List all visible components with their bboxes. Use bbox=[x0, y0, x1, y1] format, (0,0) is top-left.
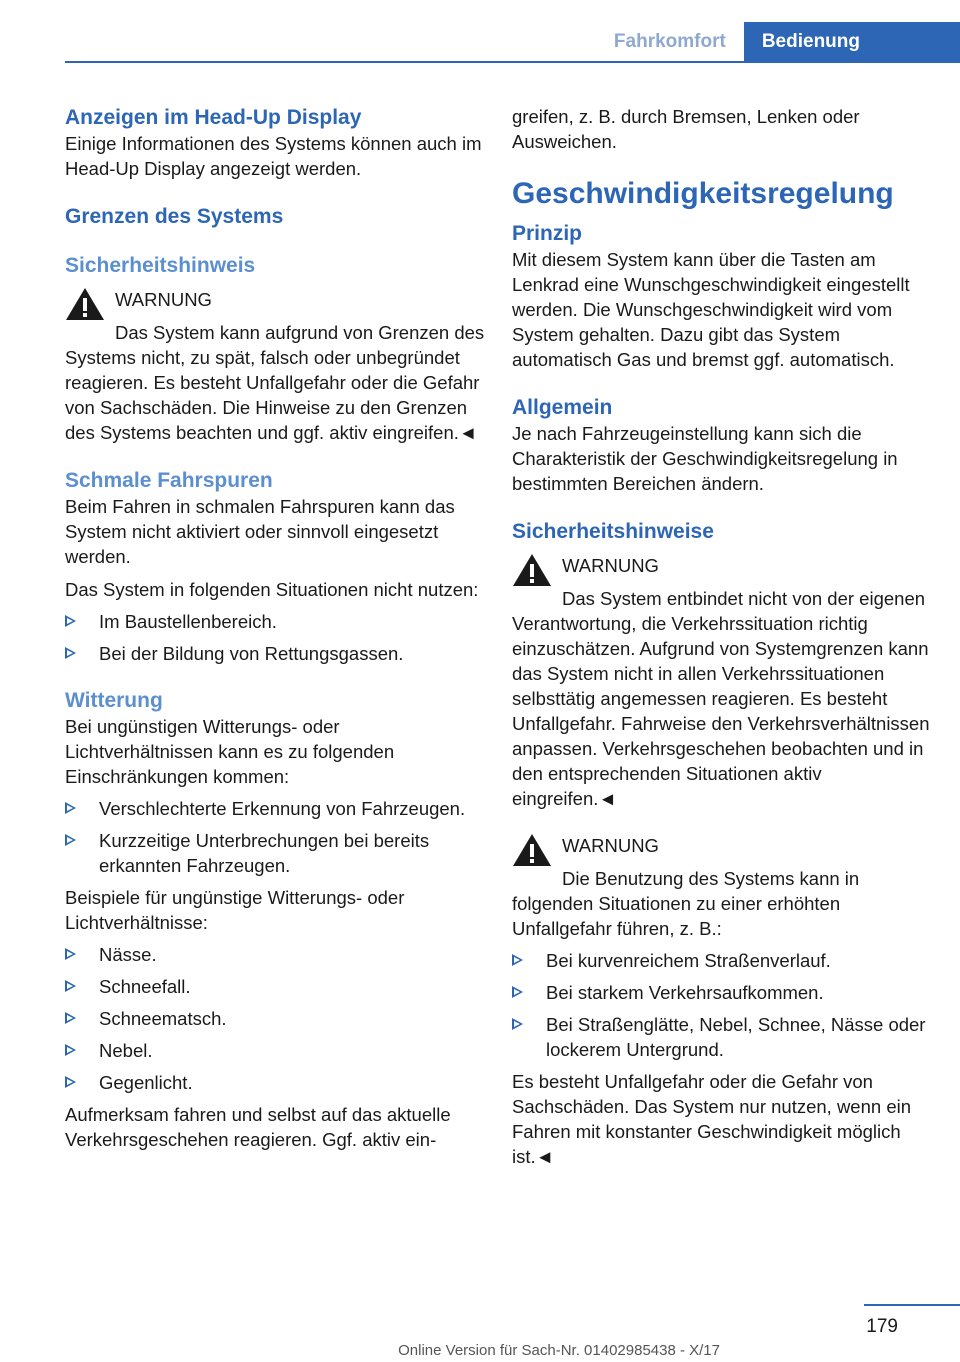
tab-bedienung[interactable]: Bedienung bbox=[744, 22, 960, 62]
heading-prinzip: Prinzip bbox=[512, 222, 583, 245]
chapter-tabs bbox=[596, 22, 960, 62]
paragraph: Je nach Fahrzeugeinstellung kann sich die Charakteristik der Geschwindigkeitsregelung in bestimmten Bereichen ändern. bbox=[512, 423, 898, 494]
list-item: Im Baustellenbereich. bbox=[65, 609, 485, 634]
triangle-bullet-icon bbox=[512, 954, 523, 966]
paragraph: Es besteht Unfallgefahr oder die Gefahr von Sachschäden. Das System nur nutzen, wenn ein Fahren mit konstanter Geschwindigkeit möglich ist.◄ bbox=[512, 1071, 912, 1167]
paragraph: Aufmerksam fahren und selbst auf das aktuelle Verkehrsgeschehen reagieren. Ggf. aktiv ein- bbox=[65, 1104, 451, 1150]
bullet-list bbox=[512, 948, 930, 1062]
list-item: Gegenlicht. bbox=[65, 1070, 485, 1095]
triangle-bullet-icon bbox=[65, 1012, 76, 1024]
warning-label: WARNUNG bbox=[562, 555, 659, 576]
footer-rule bbox=[864, 1304, 960, 1306]
triangle-bullet-icon bbox=[65, 980, 76, 992]
triangle-bullet-icon bbox=[65, 834, 76, 846]
warning-text: Das System entbindet nicht von der eigenen Verantwortung, die Verkehrssituation richtig einzuschätzen. Aufgrund von Systemgrenzen kann das System nicht in allen Verkehrssituationen selbsttätig angemessen reagieren. Es besteht Unfallgefahr. Fahrweise den Verkehrsverhältnissen anpassen. Verkehrsgeschehen beobachten und in den entsprechenden Situationen aktiv eingreifen.◄ bbox=[512, 588, 930, 809]
list-item: Bei starkem Verkehrsaufkommen. bbox=[512, 980, 930, 1005]
list-item: Schneematsch. bbox=[65, 1006, 485, 1031]
bullet-list bbox=[65, 796, 485, 878]
paragraph: Beispiele für ungünstige Witterungs- oder Lichtverhältnisse: bbox=[65, 887, 405, 933]
warning-triangle-icon bbox=[65, 287, 105, 321]
paragraph: Das System in folgenden Situationen nicht nutzen: bbox=[65, 579, 479, 600]
warning-text: Das System kann aufgrund von Grenzen des Systems nicht, zu spät, falsch oder unbegründet reagieren. Es besteht Unfallgefahr oder die Gefahr von Sachschäden. Die Hinweise zu den Grenzen des Systems beachten und ggf. aktiv eingreifen.◄ bbox=[65, 322, 485, 443]
warning-label: WARNUNG bbox=[562, 835, 659, 856]
page-number: 179 bbox=[866, 1316, 898, 1337]
heading-geschwindigkeitsregelung: Geschwindigkeitsregelung bbox=[512, 177, 894, 210]
list-item: Kurzzeitige Unterbrechungen bei bereits erkannten Fahrzeugen. bbox=[65, 828, 485, 878]
warning-block bbox=[512, 553, 930, 811]
list-item: Bei Straßenglätte, Nebel, Schnee, Nässe oder lockerem Untergrund. bbox=[512, 1012, 930, 1062]
paragraph: Mit diesem System kann über die Tasten am Lenkrad eine Wunschgeschwindigkeit eingestellt werden. Die Wunschgeschwindigkeit wird vom System gehalten. Dazu gibt das System automatisch Gas und bremst ggf. automatisch. bbox=[512, 249, 910, 370]
warning-text: Die Benutzung des Systems kann in folgenden Situationen zu einer erhöhten Unfallgefahr führen, z. B.: bbox=[512, 868, 860, 939]
triangle-bullet-icon bbox=[512, 986, 523, 998]
warning-block bbox=[65, 287, 485, 445]
paragraph: Bei ungünstigen Witterungs- oder Lichtverhältnissen kann es zu folgenden Einschränkungen kommen: bbox=[65, 716, 395, 787]
paragraph: Beim Fahren in schmalen Fahrspuren kann das System nicht aktiviert oder sinnvoll eingesetzt werden. bbox=[65, 496, 455, 567]
heading-witterung: Witterung bbox=[65, 689, 163, 712]
triangle-bullet-icon bbox=[65, 615, 76, 627]
left-column bbox=[65, 104, 485, 1152]
list-item: Schneefall. bbox=[65, 974, 485, 999]
warning-label: WARNUNG bbox=[115, 289, 212, 310]
list-item: Nässe. bbox=[65, 942, 485, 967]
heading-grenzen: Grenzen des Systems bbox=[65, 205, 284, 228]
warning-block bbox=[512, 833, 930, 941]
heading-head-up-display: Anzeigen im Head-Up Display bbox=[65, 106, 362, 129]
tab-fahrkomfort[interactable]: Fahrkomfort bbox=[613, 31, 726, 52]
list-item: Bei der Bildung von Rettungsgassen. bbox=[65, 641, 485, 666]
warning-triangle-icon bbox=[512, 553, 552, 587]
heading-sicherheitshinweis: Sicherheitshinweis bbox=[65, 254, 256, 277]
triangle-bullet-icon bbox=[65, 1044, 76, 1056]
online-version-note: Online Version für Sach-Nr. 01402985438 - X/17 bbox=[398, 1342, 720, 1359]
heading-schmale-fahrspuren: Schmale Fahrspuren bbox=[65, 469, 273, 492]
list-item: Verschlechterte Erkennung von Fahrzeugen. bbox=[65, 796, 485, 821]
bullet-list bbox=[65, 609, 485, 666]
triangle-bullet-icon bbox=[512, 1018, 523, 1030]
paragraph: greifen, z. B. durch Bremsen, Lenken oder Ausweichen. bbox=[512, 106, 860, 152]
list-item: Bei kurvenreichem Straßenverlauf. bbox=[512, 948, 930, 973]
warning-triangle-icon bbox=[512, 833, 552, 867]
header-rule bbox=[65, 61, 960, 63]
list-item: Nebel. bbox=[65, 1038, 485, 1063]
heading-sicherheitshinweise: Sicherheitshinweise bbox=[512, 520, 714, 543]
heading-allgemein: Allgemein bbox=[512, 396, 613, 419]
triangle-bullet-icon bbox=[65, 1076, 76, 1088]
paragraph: Einige Informationen des Systems können auch im Head-Up Display angezeigt werden. bbox=[65, 133, 482, 179]
bullet-list bbox=[65, 942, 485, 1095]
right-column bbox=[512, 104, 930, 1169]
triangle-bullet-icon bbox=[65, 647, 76, 659]
triangle-bullet-icon bbox=[65, 802, 76, 814]
triangle-bullet-icon bbox=[65, 948, 76, 960]
